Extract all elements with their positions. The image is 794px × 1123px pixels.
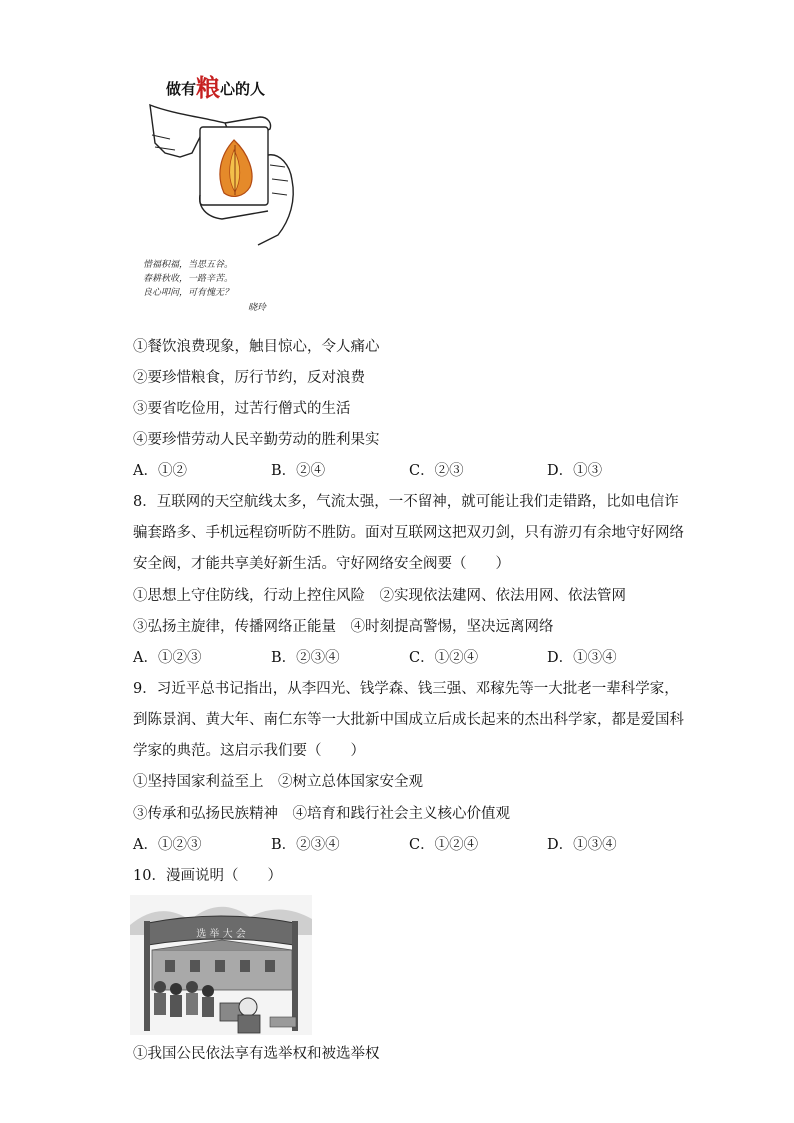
- q8-stem-line-3: 安全阀，才能共享美好新生活。守好网络安全阀要（ ）: [133, 556, 510, 572]
- cartoon-title-post: 心的人: [220, 80, 266, 98]
- cartoon-title-highlight: 粮: [196, 74, 221, 102]
- poem-line-1: 惜福积福，当思五谷。: [143, 260, 234, 270]
- q10-stem: 10．漫画说明（ ）: [133, 868, 282, 884]
- q8-stem-line-1: 8．互联网的天空航线太多，气流太强，一不留神，就可能让我们走错路，比如电信诈: [133, 494, 679, 510]
- q9-statement-line-2: ③传承和弘扬民族精神 ④培育和践行社会主义核心价值观: [133, 806, 510, 822]
- q7-statement-1: ①餐饮浪费现象，触目惊心，令人痛心: [133, 339, 380, 355]
- q8-option-b: B．②③④: [271, 650, 340, 666]
- cartoon-banner-text: 选 举 大 会: [196, 929, 246, 940]
- poem-line-2: 春耕秋收，一路辛苦。: [143, 274, 234, 284]
- q9-statement-line-1: ①坚持国家利益至上 ②树立总体国家安全观: [133, 774, 423, 790]
- election-meeting-cartoon: [130, 895, 312, 1035]
- poem-line-3: 良心叩问，可有愧无？: [143, 288, 234, 298]
- q8-option-c: C．①②④: [409, 650, 479, 666]
- q9-stem-line-1: 9．习近平总书记指出，从李四光、钱学森、钱三强、邓稼先等一大批老一辈科学家，: [133, 681, 679, 697]
- q7-statement-2: ②要珍惜粮食，厉行节约，反对浪费: [133, 370, 365, 386]
- q7-option-c: C．②③: [409, 463, 464, 479]
- q7-option-b: B．②④: [271, 463, 326, 479]
- q9-stem-line-3: 学家的典范。这启示我们要（ ）: [133, 743, 365, 759]
- q7-statement-3: ③要省吃俭用，过苦行僧式的生活: [133, 401, 351, 417]
- q7-option-a: A．①②: [133, 463, 187, 479]
- q8-statement-line-1: ①思想上守住防线，行动上控住风险 ②实现依法建网、依法用网、依法管网: [133, 588, 626, 604]
- q9-option-b: B．②③④: [271, 837, 340, 853]
- q8-option-a: A．①②③: [133, 650, 202, 666]
- hands-holding-grain-illustration: [140, 95, 310, 250]
- q9-option-c: C．①②④: [409, 837, 479, 853]
- cartoon-signature: 晓玲: [248, 303, 267, 313]
- q7-statement-4: ④要珍惜劳动人民辛勤劳动的胜利果实: [133, 432, 380, 448]
- q8-stem-line-2: 骗套路多、手机远程窃听防不胜防。面对互联网这把双刃剑，只有游刃有余地守好网络: [133, 525, 684, 541]
- q9-option-a: A．①②③: [133, 837, 202, 853]
- q7-option-d: D．①③: [547, 463, 603, 479]
- q8-statement-line-2: ③弘扬主旋律，传播网络正能量 ④时刻提高警惕，坚决远离网络: [133, 619, 554, 635]
- q10-statement-1: ①我国公民依法享有选举权和被选举权: [133, 1046, 380, 1062]
- q9-stem-line-2: 到陈景润、黄大年、南仁东等一大批新中国成立后成长起来的杰出科学家，都是爱国科: [133, 712, 684, 728]
- cartoon-title-pre: 做有: [166, 80, 197, 98]
- q9-option-d: D．①③④: [547, 837, 617, 853]
- q8-option-d: D．①③④: [547, 650, 617, 666]
